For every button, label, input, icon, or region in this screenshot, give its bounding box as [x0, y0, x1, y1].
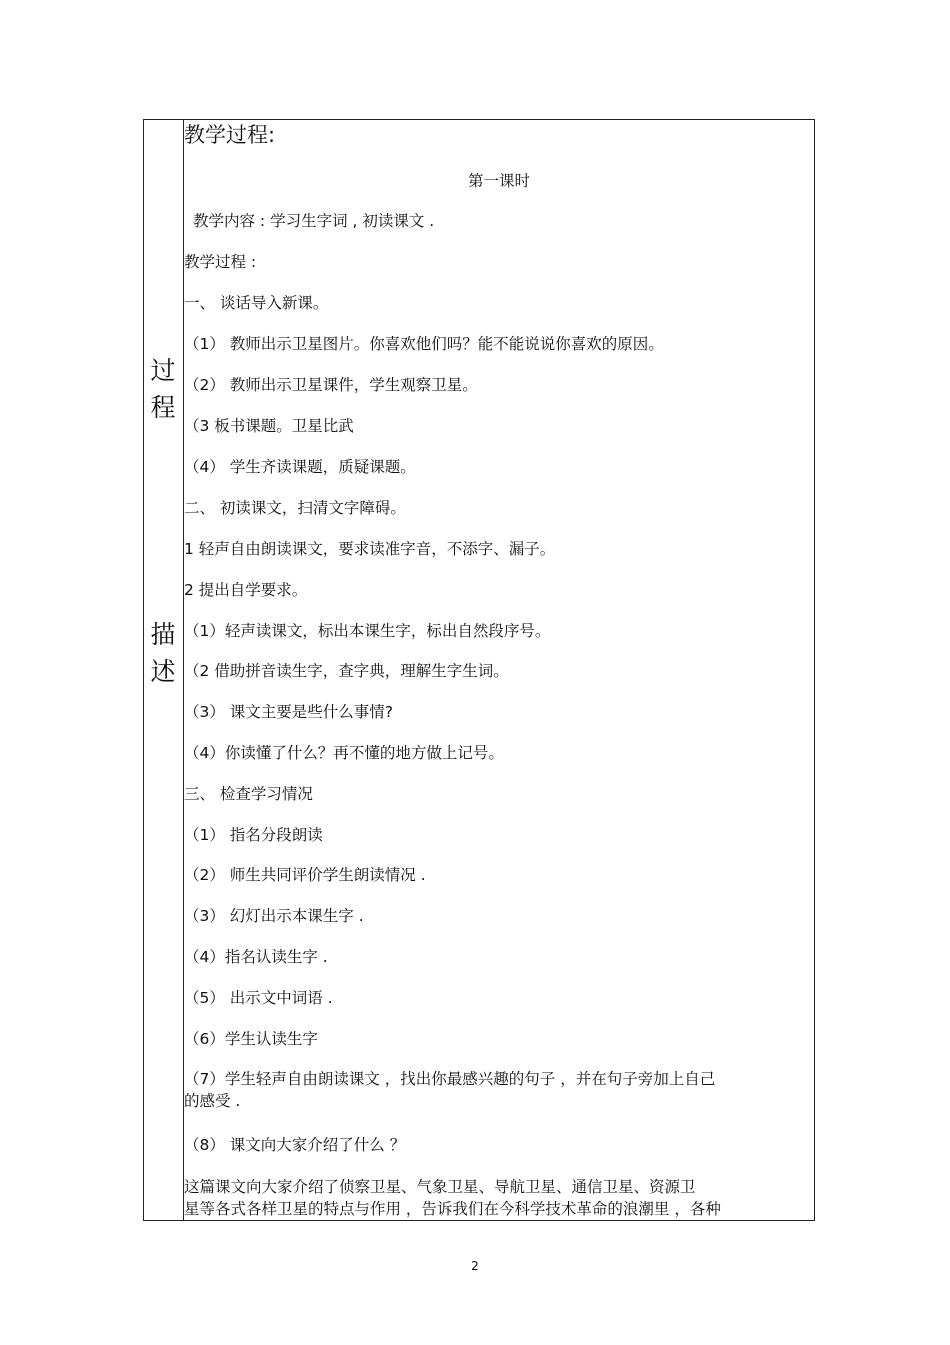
side-label-char: 程 — [150, 393, 176, 422]
page-number: 2 — [471, 1259, 479, 1273]
text-line: 这篇课文向大家介绍了侦察卫星、气象卫星、导航卫星、通信卫星、资源卫 — [184, 1178, 696, 1196]
text-line: （2 借助拼音读生字，查字典，理解生字生词。 — [184, 662, 509, 680]
text-line: （2） 教师出示卫星课件，学生观察卫星。 — [184, 376, 478, 394]
content-cell — [184, 0, 814, 1221]
side-label-description — [143, 616, 183, 690]
text-line: （8） 课文向大家介绍了什么 ？ — [184, 1136, 406, 1154]
text-line: 1 轻声自由朗读课文，要求读准字音，不添字、漏子。 — [184, 540, 556, 558]
text-line: 2 提出自学要求。 — [184, 581, 308, 599]
text-line: （4） 学生齐读课题，质疑课题。 — [184, 458, 416, 476]
text-line: （6）学生认读生字 — [184, 1030, 318, 1048]
text-line: （1）轻声读课文，标出本课生字，标出自然段序号。 — [184, 622, 551, 640]
side-label-char: 述 — [150, 657, 176, 686]
text-line: （7）学生轻声自由朗读课文 ，找出你最感兴趣的句子 ，并在句子旁加上自己 — [184, 1070, 716, 1088]
text-line: （4）指名认读生字 . — [184, 948, 328, 966]
text-line: （1） 指名分段朗读 — [184, 826, 323, 844]
text-line: 教学过程 : — [184, 253, 257, 271]
side-label-process — [143, 352, 183, 426]
text-line: 的感受 . — [184, 1092, 241, 1110]
section-heading: 教学过程: — [184, 123, 276, 147]
text-line: 二、 初读课文，扫清文字障碍。 — [184, 499, 406, 517]
text-line: （4）你读懂了什么？再不懂的地方做上记号。 — [184, 744, 504, 762]
paragraph-7 — [184, 1068, 812, 1112]
lesson-title: 第一课时 — [467, 172, 530, 190]
text-line: 教学内容 : 学习生字词 , 初读课文 . — [193, 212, 435, 230]
side-label-char: 过 — [150, 356, 176, 385]
side-label-char: 描 — [150, 620, 176, 649]
text-line: （3） 幻灯出示本课生字 . — [184, 907, 364, 925]
text-line: 三、 检查学习情况 — [184, 785, 313, 803]
text-line: 一、 谈话导入新课。 — [184, 294, 329, 312]
text-line: （3） 课文主要是些什么事情? — [184, 703, 394, 721]
text-line: 星等各式各样卫星的特点与作用 ，告诉我们在今科学技术革命的浪潮里 ，各种 — [184, 1200, 721, 1218]
text-line: （2） 师生共同评价学生朗读情况 . — [184, 866, 426, 884]
text-line: （1） 教师出示卫星图片。你喜欢他们吗？能不能说说你喜欢的原因。 — [184, 335, 664, 353]
summary-paragraph — [184, 1176, 812, 1220]
text-line: （5） 出示文中词语 . — [184, 989, 333, 1007]
text-line: （3 板书课题。卫星比武 — [184, 417, 354, 435]
